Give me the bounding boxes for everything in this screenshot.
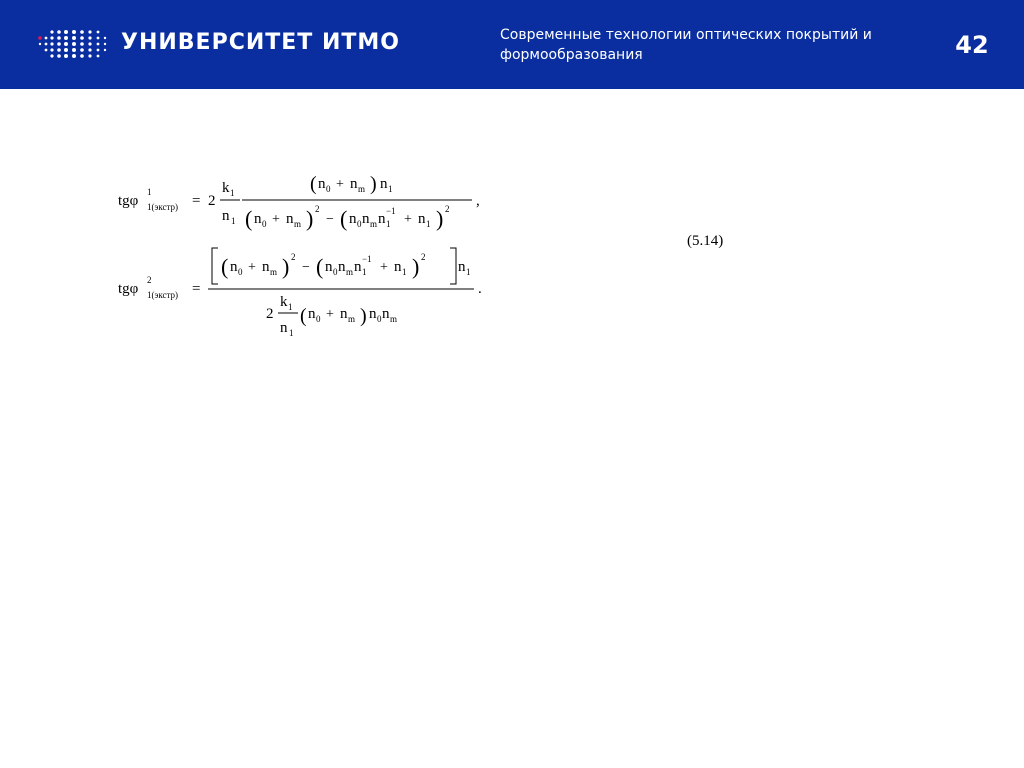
eq1-den-n1-exp: −1	[386, 206, 396, 216]
eq1-den-minus: −	[326, 212, 334, 227]
eq2-num-n1: n	[354, 259, 362, 275]
eq2-num-n1b: n	[394, 259, 402, 275]
eq1-n: n	[222, 208, 230, 224]
eq2-num-paren-4: )	[412, 254, 420, 279]
eq1-den-n0b-sub: 0	[357, 219, 362, 229]
slide-number: 42	[955, 31, 989, 59]
eq1-lhs: tgφ	[118, 193, 139, 209]
eq2-num-n1c-sub: 1	[466, 267, 471, 277]
eq2-num-minus: −	[302, 260, 310, 275]
eq1-den-sq2: 2	[445, 204, 450, 214]
eq1-den-nm-sub: m	[294, 219, 302, 229]
eq1-den-paren-1: (	[245, 206, 253, 231]
eq1-paren-close: )	[370, 173, 377, 195]
equation-1	[118, 173, 480, 231]
eq2-bracket-close	[450, 248, 456, 284]
eq1-num-n0: n	[318, 176, 326, 192]
eq1-paren-open: (	[310, 173, 317, 195]
eq1-num-n1-sub: 1	[388, 184, 393, 194]
eq1-num-n0-sub: 0	[326, 184, 331, 194]
eq1-den-paren-2: )	[306, 206, 314, 231]
eq1-num-plus: +	[336, 177, 344, 192]
eq2-num-paren-1: (	[221, 254, 229, 279]
eq2-den-nmb: n	[382, 306, 390, 322]
eq2-den-paren-2: )	[360, 305, 367, 327]
eq2-superscript: 2	[147, 275, 152, 285]
eq2-den-nm-sub: m	[348, 314, 356, 324]
eq1-den-paren-3: (	[340, 206, 348, 231]
eq2-num-n1-sub: 1	[362, 267, 367, 277]
eq2-den-n0b: n	[369, 306, 377, 322]
eq2-num-sq1: 2	[291, 252, 296, 262]
eq2-den-plus: +	[326, 307, 334, 322]
eq1-n-sub: 1	[231, 216, 236, 226]
eq2-num-n1c: n	[458, 259, 466, 275]
eq2-num-nm: n	[262, 259, 270, 275]
eq1-den-n1b-sub: 1	[426, 219, 431, 229]
eq1-den-n1b: n	[418, 211, 426, 227]
eq2-den-nmb-sub: m	[390, 314, 398, 324]
eq1-den-plus: +	[272, 212, 280, 227]
eq2-den-n: n	[280, 320, 288, 336]
eq1-k: k	[222, 180, 230, 196]
eq2-lhs: tgφ	[118, 281, 139, 297]
eq1-den-nmb: n	[362, 211, 370, 227]
eq1-den-n0b: n	[349, 211, 357, 227]
eq2-den-n-sub: 1	[289, 328, 294, 338]
eq1-den-paren-4: )	[436, 206, 444, 231]
eq2-num-sq2: 2	[421, 252, 426, 262]
eq2-num-n1b-sub: 1	[402, 267, 407, 277]
eq2-num-nm-sub: m	[270, 267, 278, 277]
eq1-den-nm: n	[286, 211, 294, 227]
eq1-den-nmb-sub: m	[370, 219, 378, 229]
equation-number: (5.14)	[687, 233, 724, 249]
eq1-num-nm-sub: m	[358, 184, 366, 194]
eq1-den-plus2: +	[404, 212, 412, 227]
eq2-num-plus2: +	[380, 260, 388, 275]
eq1-num-n1: n	[380, 176, 388, 192]
eq1-equals: =	[192, 193, 201, 209]
eq2-num-n1-exp: −1	[362, 254, 372, 264]
eq2-den-coef: 2	[266, 306, 274, 322]
eq2-num-n0b: n	[325, 259, 333, 275]
eq1-den-n0-sub: 0	[262, 219, 267, 229]
eq2-num-plus: +	[248, 260, 256, 275]
slide-header	[0, 0, 1024, 89]
eq2-den-n0b-sub: 0	[377, 314, 382, 324]
formula-block	[100, 160, 520, 350]
eq2-subscript: 1(экстр)	[147, 290, 179, 300]
eq1-superscript: 1	[147, 187, 152, 197]
course-title: Современные технологии оптических покрытий и формообразования	[500, 27, 872, 63]
eq2-den-n0: n	[308, 306, 316, 322]
formula-svg	[100, 160, 520, 350]
itmo-logo-icon	[32, 24, 112, 64]
eq2-den-paren-1: (	[300, 305, 307, 327]
eq1-coef: 2	[208, 193, 216, 209]
eq2-den-n0-sub: 0	[316, 314, 321, 324]
eq2-num-n0: n	[230, 259, 238, 275]
eq1-num-nm: n	[350, 176, 358, 192]
equation-2	[118, 248, 482, 338]
eq2-num-n0-sub: 0	[238, 267, 243, 277]
eq2-den-k: k	[280, 294, 288, 310]
eq2-den-nm: n	[340, 306, 348, 322]
eq2-den-k-sub: 1	[288, 302, 293, 312]
eq2-num-nmb-sub: m	[346, 267, 354, 277]
eq1-den-n1: n	[378, 211, 386, 227]
eq1-k-sub: 1	[230, 188, 235, 198]
eq1-comma: ,	[476, 193, 480, 209]
eq2-bracket-open	[212, 248, 218, 284]
eq2-num-paren-3: (	[316, 254, 324, 279]
eq2-num-paren-2: )	[282, 254, 290, 279]
eq1-den-sq1: 2	[315, 204, 320, 214]
eq2-num-nmb: n	[338, 259, 346, 275]
logo-text: УНИВЕРСИТЕТ ИТМО	[121, 30, 400, 55]
eq2-num-n0b-sub: 0	[333, 267, 338, 277]
eq1-den-n1-sub: 1	[386, 219, 391, 229]
eq2-equals: =	[192, 281, 201, 297]
eq1-den-n0: n	[254, 211, 262, 227]
eq1-subscript: 1(экстр)	[147, 202, 179, 212]
eq2-period: .	[478, 281, 482, 297]
